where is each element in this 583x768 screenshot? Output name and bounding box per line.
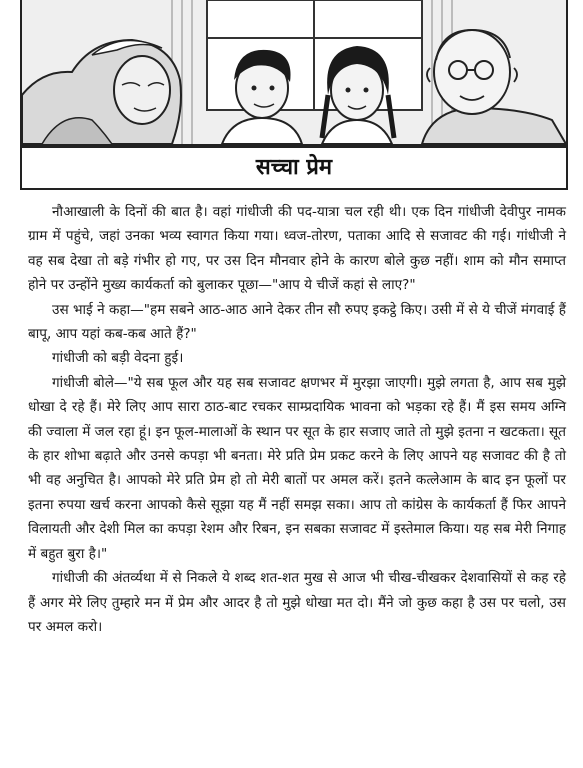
paragraph-2: उस भाई ने कहा—"हम सबने आठ-आठ आने देकर तीन सौ रुपए इकट्ठे किए। उसी में से ये चीजें मंगवाई हैं बापू, आप यहां कब-कब आते हैं?" xyxy=(28,301,566,343)
story-body xyxy=(28,200,566,639)
story-title: सच्चा प्रेम xyxy=(255,155,333,180)
paragraph-4: गांधीजी बोले—"ये सब फूल और यह सब सजावट क्षणभर में मुरझा जाएगी। मुझे लगता है, आप सब मुझे धोखा दे रहे हैं। मेरे लिए आप सारा ठाठ-बाट रचकर साम्प्रदायिक भावना को भड़का रहे हैं। मैं इस समय अग्नि की ज्वाला में जल रहा हूं। इन फूल-मालाओं के स्थान पर सूत के हार सजाए जाते तो मुझे इतना न खटकता। सूत के हार शोभा बढ़ाते और उनसे कपड़ा भी बनता। मेरे प्रति प्रेम प्रकट करने के लिए आपने यह सजावट की है तो भी वह अनुचित है। आपको मेरे प्रति प्रेम हो तो मेरी बातों पर अमल करें। इतने कत्लेआम के बाद इन फूलों पर इतना रुपया खर्च करना आपको कैसे सूझा यह मैं नहीं समझ सका। आप तो कांग्रेस के कार्यकर्ता हैं फिर आपने विलायती और देशी मिल का कपड़ा रेशम और रिबन, इन सबका सजावट में इस्तेमाल किया। यह सब मेरी निगाह में बहुत बुरा है।" xyxy=(28,374,566,562)
girl-figure xyxy=(322,46,394,144)
paragraph-3: गांधीजी को बड़ी वेदना हुई। xyxy=(52,350,184,367)
title-box xyxy=(20,146,568,190)
paragraph-5: गांधीजी की अंतर्व्यथा में से निकले ये शब्द शत-शत मुख से आज भी चीख-चीखकर देशवासियों से कह रहे हैं अगर मेरे लिए तुम्हारे मन में प्रेम और आदर है तो मुझे धोखा मत दो। मैंने जो कुछ कहा है उस पर चलो, उस पर अमल करो। xyxy=(28,570,566,635)
paragraph-1: नौआखाली के दिनों की बात है। वहां गांधीजी की पद-यात्रा चल रही थी। एक दिन गांधीजी देवीपुर नामक ग्राम में पहुंचे, जहां उनका भव्य स्वागत किया गया। ध्वज-तोरण, पताका आदि से सजावट की गई। गांधीजी ने वह सब देखा तो बड़े गंभीर हो गए, पर उस दिन मौनवार होने के कारण बोले कुछ नहीं। शाम को मौन समाप्त होने पर उन्होंने मुख्य कार्यकर्ता को बुलाकर पूछा—"आप ये चीजें कहां से लाए?" xyxy=(28,204,566,294)
story-illustration xyxy=(20,0,568,146)
